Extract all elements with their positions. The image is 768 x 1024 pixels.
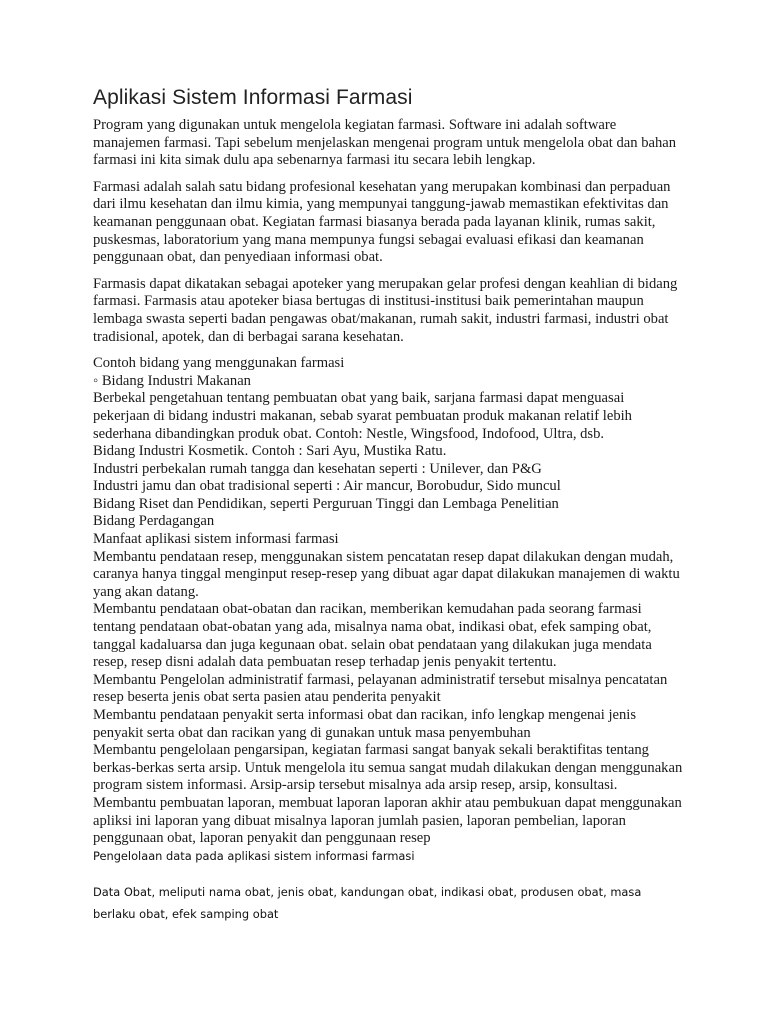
paragraph-data-obat: Data Obat, meliputi nama obat, jenis obat, kandungan obat, indikasi obat, produsen obat, masa berlaku obat, efek samping obat (93, 884, 642, 921)
section-heading-pengelolaan: Pengelolaan data pada aplikasi sistem informasi farmasi (93, 848, 415, 863)
line-pendataan-obat: Membantu pendataan obat-obatan dan racikan, memberikan kemudahan pada seorang farmasi tentang pendataan obat-obatan yang ada, misalnya nama obat, indikasi obat, efek samping obat, tanggal kadaluarsa dan juga kegunaan obat. selain obat pendataan yang dilakukan juga mendata resep, resep disni adalah data pembuatan resep terhadap jenis penyakit tertentu. (93, 601, 652, 671)
line-berbekal: Berbekal pengetahuan tentang pembuatan obat yang baik, sarjana farmasi dapat menguasai pekerjaan di bidang industri makanan, sebab syarat pembuatan produk makanan relatif lebih sederhana dibandingkan produk obat. Contoh: Nestle, Wingsfood, Indofood, Ultra, dsb. (93, 390, 632, 442)
body-lines (93, 355, 683, 848)
line-riset: Bidang Riset dan Pendidikan, seperti Perguruan Tinggi dan Lembaga Penelitian (93, 495, 559, 512)
paragraph-farmasi-definition: Farmasi adalah salah satu bidang profesional kesehatan yang merupakan kombinasi dan perpaduan dari ilmu kesehatan dan ilmu kimia, yang mempunyai tanggung-jawab memastikan efektivitas dan keamanan penggunaan obat. Kegiatan farmasi biasanya berada pada layanan klinik, rumas sakit, puskesmas, laboratorium yang mana mempunya fungsi sebagai evaluasi efikasi dan keamanan penggunaan obat, dan penyediaan informasi obat. (93, 178, 671, 266)
line-administratif: Membantu Pengelolan administratif farmasi, pelayanan administratif tersebut misalnya pencatatan resep beserta jenis obat serta pasien atau penderita penyakit (93, 671, 668, 706)
line-contoh-bidang: Contoh bidang yang menggunakan farmasi (93, 355, 345, 372)
line-bidang-industri-makanan: ◦ Bidang Industri Makanan (93, 372, 251, 389)
line-rumah-tangga: Industri perbekalan rumah tangga dan kesehatan seperti : Unilever, dan P&G (93, 460, 542, 477)
document-title: Aplikasi Sistem Informasi Farmasi (93, 86, 413, 109)
paragraph-farmasis: Farmasis dapat dikatakan sebagai apoteker yang merupakan gelar profesi dengan keahlian di bidang farmasi. Farmasis atau apoteker biasa bertugas di institusi-institusi baik pemerintahan maupun lembaga swasta seperti badan pengawas obat/makanan, rumah sakit, industri farmasi, industri obat tradisional, apotek, dan di berbagai sarana kesehatan. (93, 275, 678, 345)
line-pengarsipan: Membantu pengelolaan pengarsipan, kegiatan farmasi sangat banyak sekali beraktifitas tentang berkas-berkas serta arsip. Untuk mengelola itu semua sangat mudah dilakukan dengan menggunakan program sistem informasi. Arsip-arsip tersebut misalnya ada arsip resep, arsip, konsultasi. (93, 742, 683, 794)
line-pendataan-penyakit: Membantu pendataan penyakit serta informasi obat dan racikan, info lengkap mengenai jenis penyakit serta obat dan racikan yang di gunakan untuk masa penyembuhan (93, 707, 637, 741)
line-manfaat-heading: Manfaat aplikasi sistem informasi farmasi (93, 531, 339, 548)
paragraph-intro: Program yang digunakan untuk mengelola kegiatan farmasi. Software ini adalah software manajemen farmasi. Tapi sebelum menjelaskan mengenai program untuk mengelola obat dan bahan farmasi ini kita simak dulu apa sebenarnya farmasi itu secara lebih lengkap. (93, 117, 677, 169)
line-perdagangan: Bidang Perdagangan (93, 513, 215, 530)
line-jamu: Industri jamu dan obat tradisional seperti : Air mancur, Borobudur, Sido muncul (93, 478, 561, 495)
line-laporan: Membantu pembuatan laporan, membuat laporan laporan akhir atau pembukuan dapat menggunakan apliksi ini laporan yang dibuat misalnya laporan jumlah pasien, laporan pembelian, laporan penggunaan obat, laporan penyakit dan penggunaan resep (93, 794, 682, 847)
line-kosmetik: Bidang Industri Kosmetik. Contoh : Sari Ayu, Mustika Ratu. (93, 443, 447, 460)
document-page (93, 84, 683, 925)
line-pendataan-resep: Membantu pendataan resep, menggunakan sistem pencatatan resep dapat dilakukan dengan mudah, caranya hanya tinggal menginput resep-resep yang dibuat agar dapat dilakukan manajemen di waktu yang akan datang. (93, 548, 680, 600)
